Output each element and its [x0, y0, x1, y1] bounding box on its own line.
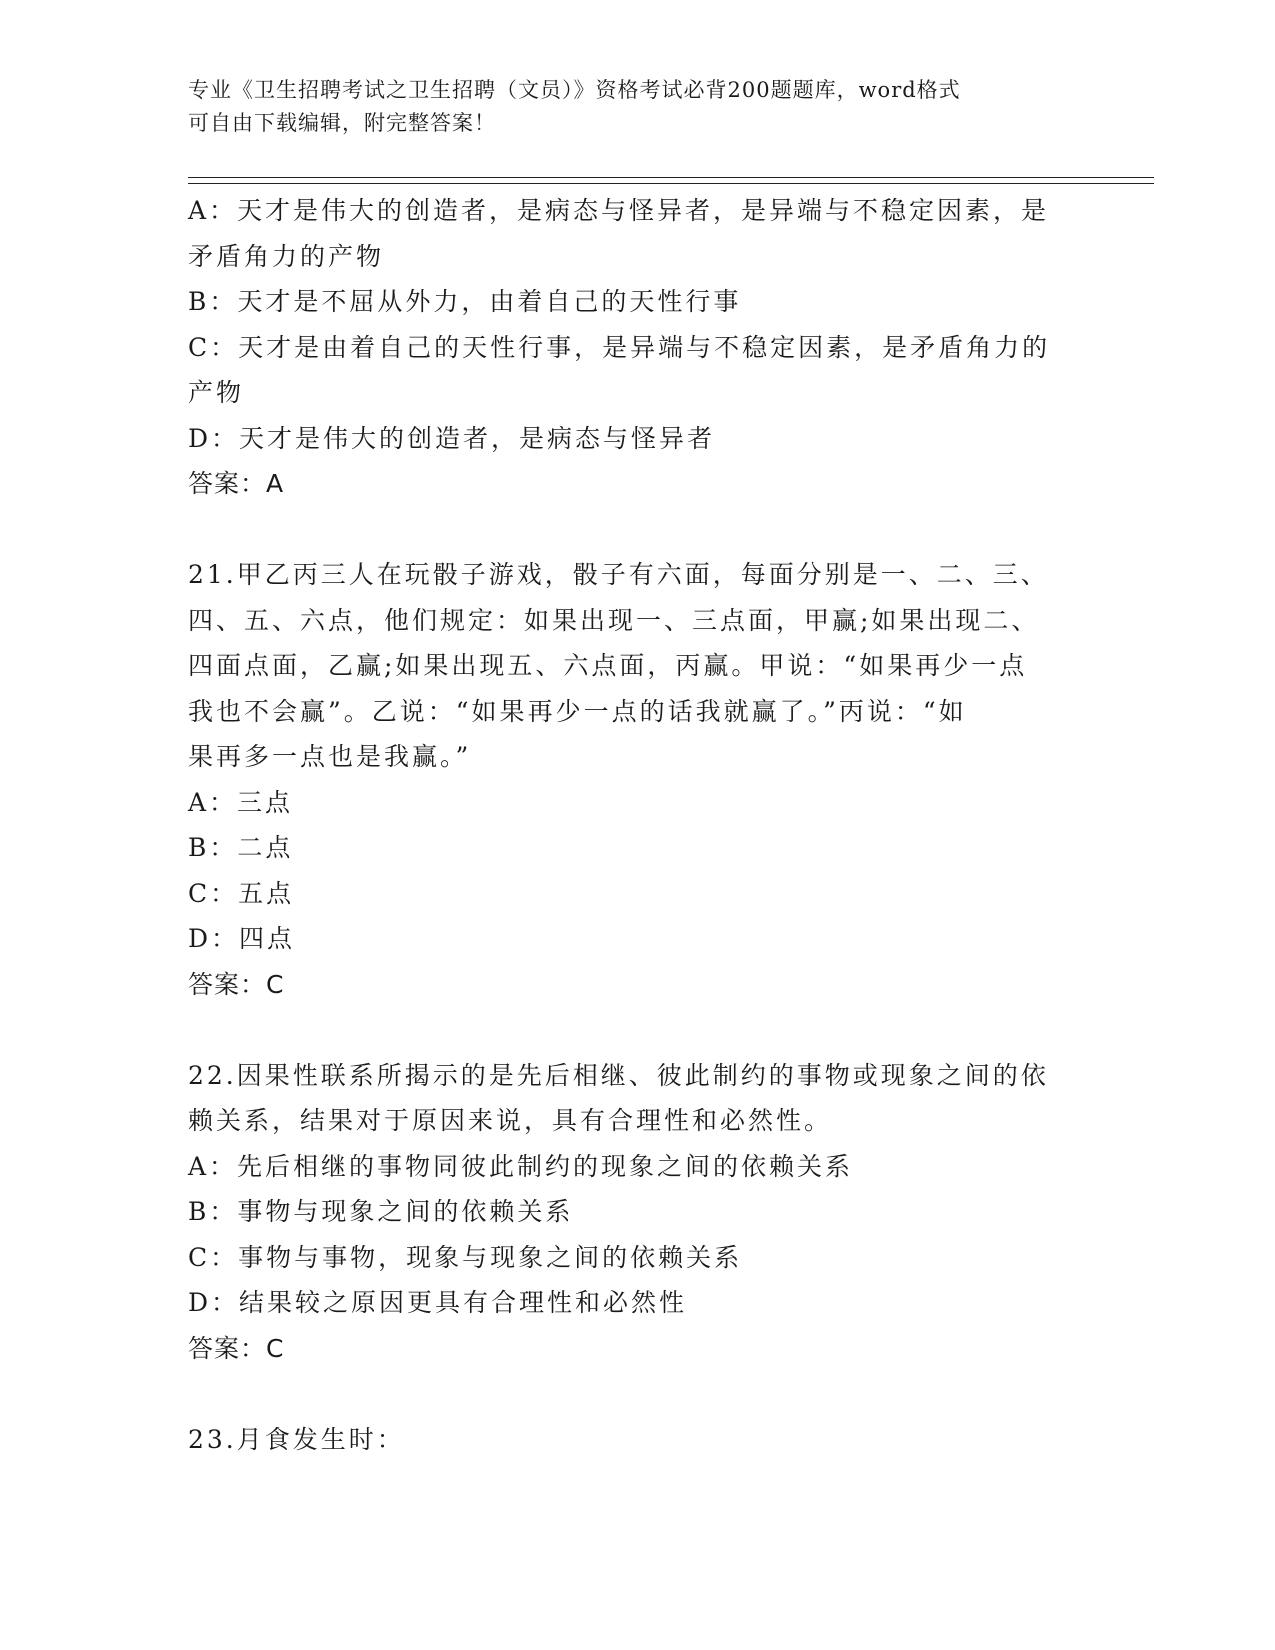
question-stem-line: 四、五、六点，他们规定：如果出现一、三点面，甲赢;如果出现二、 — [188, 605, 1040, 635]
answer-line: 答案：C — [188, 1333, 285, 1363]
option-d: D：四点 — [188, 924, 296, 953]
question-block-22 — [188, 1053, 1088, 1372]
option-b: B：事物与现象之间的依赖关系 — [188, 1197, 574, 1226]
spacer — [188, 507, 1088, 553]
question-stem-line: 四面点面，乙赢;如果出现五、六点面，丙赢。甲说：“如果再少一点 — [188, 651, 1028, 680]
answer-line: 答案：A — [188, 469, 285, 498]
option-a-line-1: A：天才是伟大的创造者，是病态与怪异者，是异端与不稳定因素，是 — [188, 196, 1050, 225]
spacer — [188, 1007, 1088, 1053]
option-c-line-2: 产物 — [188, 378, 245, 407]
answer-line: 答案：C — [188, 969, 285, 999]
header-title-line-1: 专业《卫生招聘考试之卫生招聘（文员）》资格考试必背200题题库，word格式 — [188, 78, 961, 102]
question-stem-line: 23.月食发生时： — [188, 1424, 405, 1454]
option-a-line-2: 矛盾角力的产物 — [188, 241, 385, 271]
option-d: D：结果较之原因更具有合理性和必然性 — [188, 1288, 688, 1317]
option-c: C：事物与事物，现象与现象之间的依赖关系 — [188, 1242, 743, 1272]
question-stem-line: 赖关系，结果对于原因来说，具有合理性和必然性。 — [188, 1106, 833, 1135]
question-stem-line: 21.甲乙丙三人在玩骰子游戏，骰子有六面，每面分别是一、二、三、 — [188, 560, 1049, 589]
question-stem-line: 22.因果性联系所揭示的是先后相继、彼此制约的事物或现象之间的依 — [188, 1060, 1049, 1090]
header-divider-bottom — [188, 183, 1154, 184]
question-block-prev — [188, 188, 1088, 507]
option-d: D：天才是伟大的创造者，是病态与怪异者 — [188, 423, 716, 453]
header-title-line-2: 可自由下载编辑，附完整答案！ — [188, 111, 496, 135]
question-block-23 — [188, 1417, 1088, 1463]
option-c-line-1: C：天才是由着自己的天性行事，是异端与不稳定因素，是矛盾角力的 — [188, 332, 1051, 362]
option-a: A：三点 — [188, 787, 294, 817]
option-b: B：二点 — [188, 833, 294, 862]
option-a: A：先后相继的事物同彼此制约的现象之间的依赖关系 — [188, 1151, 854, 1181]
question-content — [188, 188, 1088, 1462]
document-header — [188, 74, 1068, 140]
option-c: C：五点 — [188, 878, 295, 908]
spacer — [188, 1371, 1088, 1417]
question-block-21 — [188, 552, 1088, 1007]
question-stem-line: 果再多一点也是我赢。” — [188, 742, 472, 771]
question-stem-line: 我也不会赢”。乙说：“如果再少一点的话我就赢了。”丙说：“如 — [188, 696, 967, 726]
option-b: B：天才是不屈从外力，由着自己的天性行事 — [188, 287, 742, 316]
header-divider-top — [188, 177, 1154, 178]
